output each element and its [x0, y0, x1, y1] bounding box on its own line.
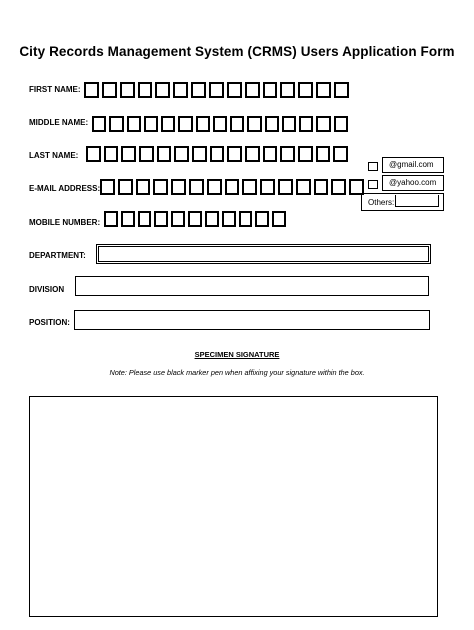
char-box[interactable] [260, 179, 275, 195]
last-name-label: LAST NAME: [29, 151, 79, 160]
char-box[interactable] [278, 179, 293, 195]
char-box[interactable] [280, 82, 295, 98]
char-box[interactable] [334, 116, 348, 132]
mobile-label: MOBILE NUMBER: [29, 218, 101, 227]
gmail-option[interactable]: @gmail.com [382, 157, 444, 173]
gmail-checkbox[interactable] [368, 162, 378, 171]
middle-name-label: MIDDLE NAME: [29, 118, 89, 127]
char-box[interactable] [331, 179, 346, 195]
char-box[interactable] [104, 146, 119, 162]
char-box[interactable] [191, 82, 206, 98]
char-box[interactable] [247, 116, 261, 132]
mobile-boxes[interactable] [104, 211, 286, 228]
char-box[interactable] [102, 82, 117, 98]
char-box[interactable] [263, 146, 278, 162]
others-option[interactable]: Others: [361, 193, 444, 211]
char-box[interactable] [138, 82, 153, 98]
char-box[interactable] [189, 179, 204, 195]
char-box[interactable] [239, 211, 253, 227]
char-box[interactable] [171, 179, 186, 195]
division-field[interactable] [75, 276, 429, 296]
char-box[interactable] [144, 116, 158, 132]
char-box[interactable] [205, 211, 219, 227]
position-field[interactable] [74, 310, 430, 330]
char-box[interactable] [230, 116, 244, 132]
char-box[interactable] [178, 116, 192, 132]
char-box[interactable] [207, 179, 222, 195]
char-box[interactable] [209, 82, 224, 98]
char-box[interactable] [100, 179, 115, 195]
char-box[interactable] [316, 82, 331, 98]
yahoo-checkbox[interactable] [368, 180, 378, 189]
char-box[interactable] [136, 179, 151, 195]
char-box[interactable] [174, 146, 189, 162]
char-box[interactable] [173, 82, 188, 98]
email-label: E-MAIL ADDRESS: [29, 184, 101, 193]
department-field[interactable] [96, 244, 431, 264]
char-box[interactable] [282, 116, 296, 132]
char-box[interactable] [316, 146, 331, 162]
char-box[interactable] [210, 146, 225, 162]
position-label: POSITION: [29, 318, 70, 327]
char-box[interactable] [263, 82, 278, 98]
char-box[interactable] [334, 82, 349, 98]
char-box[interactable] [213, 116, 227, 132]
char-box[interactable] [314, 179, 329, 195]
char-box[interactable] [242, 179, 257, 195]
email-boxes[interactable] [100, 179, 364, 196]
char-box[interactable] [296, 179, 311, 195]
char-box[interactable] [84, 82, 99, 98]
char-box[interactable] [265, 116, 279, 132]
char-box[interactable] [316, 116, 330, 132]
first-name-label: FIRST NAME: [29, 85, 81, 94]
char-box[interactable] [86, 146, 101, 162]
yahoo-option[interactable]: @yahoo.com [382, 175, 444, 191]
char-box[interactable] [154, 211, 168, 227]
signature-note: Note: Please use black marker pen when affixing your signature within the box. [109, 368, 365, 377]
char-box[interactable] [188, 211, 202, 227]
char-box[interactable] [138, 211, 152, 227]
char-box[interactable] [227, 146, 242, 162]
department-label: DEPARTMENT: [29, 251, 86, 260]
middle-name-boxes[interactable] [92, 116, 348, 133]
char-box[interactable] [157, 146, 172, 162]
char-box[interactable] [120, 82, 135, 98]
char-box[interactable] [118, 179, 133, 195]
char-box[interactable] [225, 179, 240, 195]
char-box[interactable] [333, 146, 348, 162]
division-label: DIVISION [29, 285, 65, 294]
char-box[interactable] [280, 146, 295, 162]
char-box[interactable] [255, 211, 269, 227]
char-box[interactable] [298, 82, 313, 98]
last-name-boxes[interactable] [86, 146, 348, 163]
char-box[interactable] [245, 146, 260, 162]
char-box[interactable] [121, 146, 136, 162]
char-box[interactable] [349, 179, 364, 195]
form-title: City Records Management System (CRMS) Users Application Form [19, 44, 455, 59]
char-box[interactable] [272, 211, 286, 227]
char-box[interactable] [171, 211, 185, 227]
char-box[interactable] [196, 116, 210, 132]
char-box[interactable] [109, 116, 123, 132]
char-box[interactable] [222, 211, 236, 227]
char-box[interactable] [299, 116, 313, 132]
char-box[interactable] [127, 116, 141, 132]
char-box[interactable] [92, 116, 106, 132]
char-box[interactable] [139, 146, 154, 162]
char-box[interactable] [192, 146, 207, 162]
char-box[interactable] [227, 82, 242, 98]
char-box[interactable] [161, 116, 175, 132]
signature-heading: SPECIMEN SIGNATURE [194, 350, 280, 359]
char-box[interactable] [104, 211, 118, 227]
char-box[interactable] [153, 179, 168, 195]
others-input[interactable] [395, 195, 439, 207]
char-box[interactable] [121, 211, 135, 227]
char-box[interactable] [298, 146, 313, 162]
char-box[interactable] [155, 82, 170, 98]
first-name-boxes[interactable] [84, 82, 349, 99]
char-box[interactable] [245, 82, 260, 98]
signature-box[interactable] [29, 396, 438, 617]
